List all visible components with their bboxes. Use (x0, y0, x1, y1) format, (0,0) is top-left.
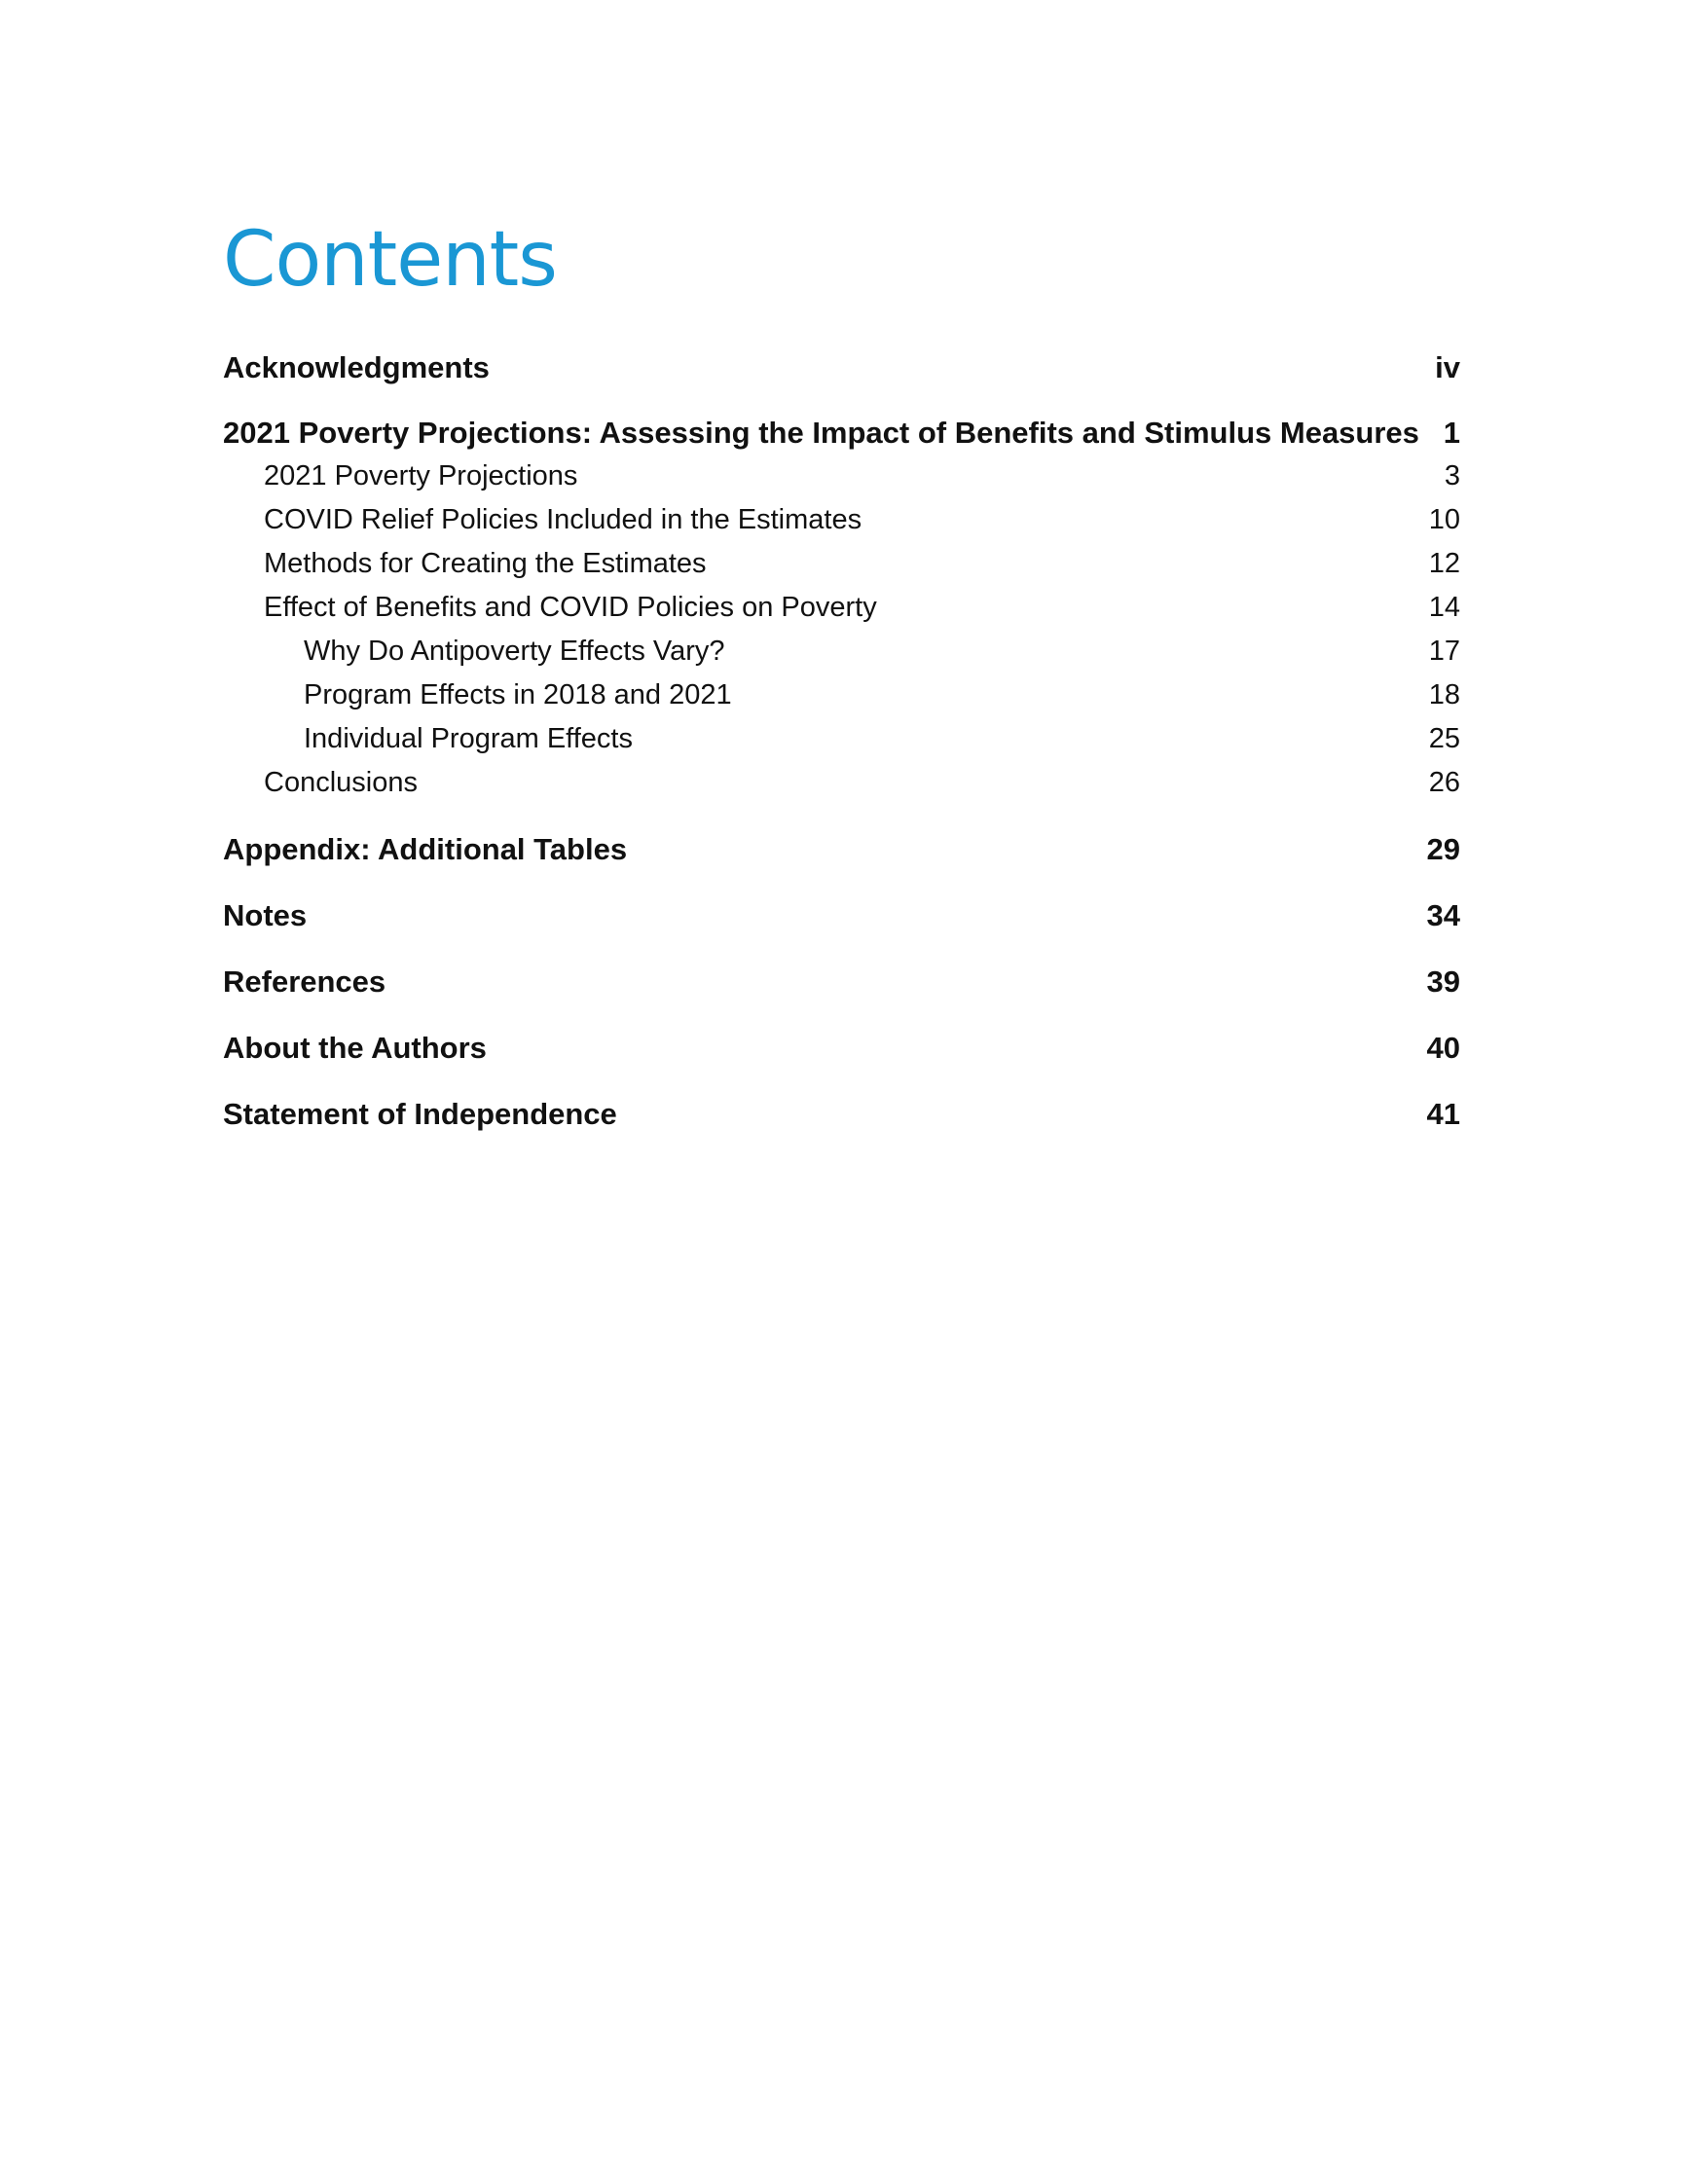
toc-entry-about-the-authors[interactable] (223, 1031, 1460, 1066)
toc-entry-label: About the Authors (223, 1031, 487, 1065)
toc-entry-methods[interactable] (223, 548, 1460, 580)
toc-entry-label: Program Effects in 2018 and 2021 (304, 679, 732, 710)
toc-entry-label: Conclusions (264, 767, 418, 798)
toc-entry-page: 34 (1426, 898, 1460, 932)
toc-entry-label: 2021 Poverty Projections: Assessing the Impact of Benefits and Stimulus Measures (223, 416, 1419, 450)
toc-entry-page: 41 (1426, 1097, 1460, 1131)
toc-entry-page: 25 (1428, 723, 1460, 754)
toc-entry-page: 18 (1428, 679, 1460, 710)
toc-entry-label: 2021 Poverty Projections (264, 460, 578, 491)
toc-entry-label: Effect of Benefits and COVID Policies on Poverty (264, 592, 877, 623)
toc-entry-appendix[interactable] (223, 832, 1460, 867)
toc-entry-poverty-projections-report[interactable] (223, 416, 1460, 451)
toc-entry-covid-relief-policies[interactable] (223, 504, 1460, 536)
toc-entry-individual-program-effects[interactable] (223, 723, 1460, 755)
toc-entry-page: 40 (1426, 1031, 1460, 1065)
toc-entry-antipoverty-effects-vary[interactable] (223, 636, 1460, 668)
toc-entry-label: References (223, 965, 386, 999)
toc-entry-page: 1 (1443, 416, 1460, 450)
toc-entry-page: iv (1435, 350, 1460, 384)
toc-entry-page: 39 (1426, 965, 1460, 999)
toc-entry-page: 14 (1428, 592, 1460, 623)
toc-entry-page: 29 (1426, 832, 1460, 866)
toc-entry-label: Notes (223, 898, 308, 932)
toc-entry-references[interactable] (223, 965, 1460, 1000)
toc-entry-2021-projections[interactable] (223, 460, 1460, 492)
toc-entry-label: COVID Relief Policies Included in the Estimates (264, 504, 862, 535)
toc-entry-page: 26 (1428, 767, 1460, 798)
toc-entry-label: Individual Program Effects (304, 723, 633, 754)
toc-entry-conclusions[interactable] (223, 767, 1460, 799)
toc-entry-page: 10 (1428, 504, 1460, 535)
toc-entry-effect-of-benefits[interactable] (223, 592, 1460, 624)
toc-entry-label: Why Do Antipoverty Effects Vary? (304, 636, 725, 667)
toc-entry-label: Appendix: Additional Tables (223, 832, 628, 866)
toc-entry-notes[interactable] (223, 898, 1460, 933)
toc-entry-label: Statement of Independence (223, 1097, 617, 1131)
toc-entry-page: 12 (1428, 548, 1460, 579)
toc-entry-program-effects-2018-2021[interactable] (223, 679, 1460, 711)
toc-entry-page: 17 (1428, 636, 1460, 667)
page-title: Contents (223, 216, 557, 304)
toc-entry-label: Acknowledgments (223, 350, 490, 384)
toc-entry-page: 3 (1444, 460, 1460, 491)
toc-entry-acknowledgments[interactable] (223, 350, 1460, 385)
toc-entry-label: Methods for Creating the Estimates (264, 548, 707, 579)
toc-entry-statement-of-independence[interactable] (223, 1097, 1460, 1132)
